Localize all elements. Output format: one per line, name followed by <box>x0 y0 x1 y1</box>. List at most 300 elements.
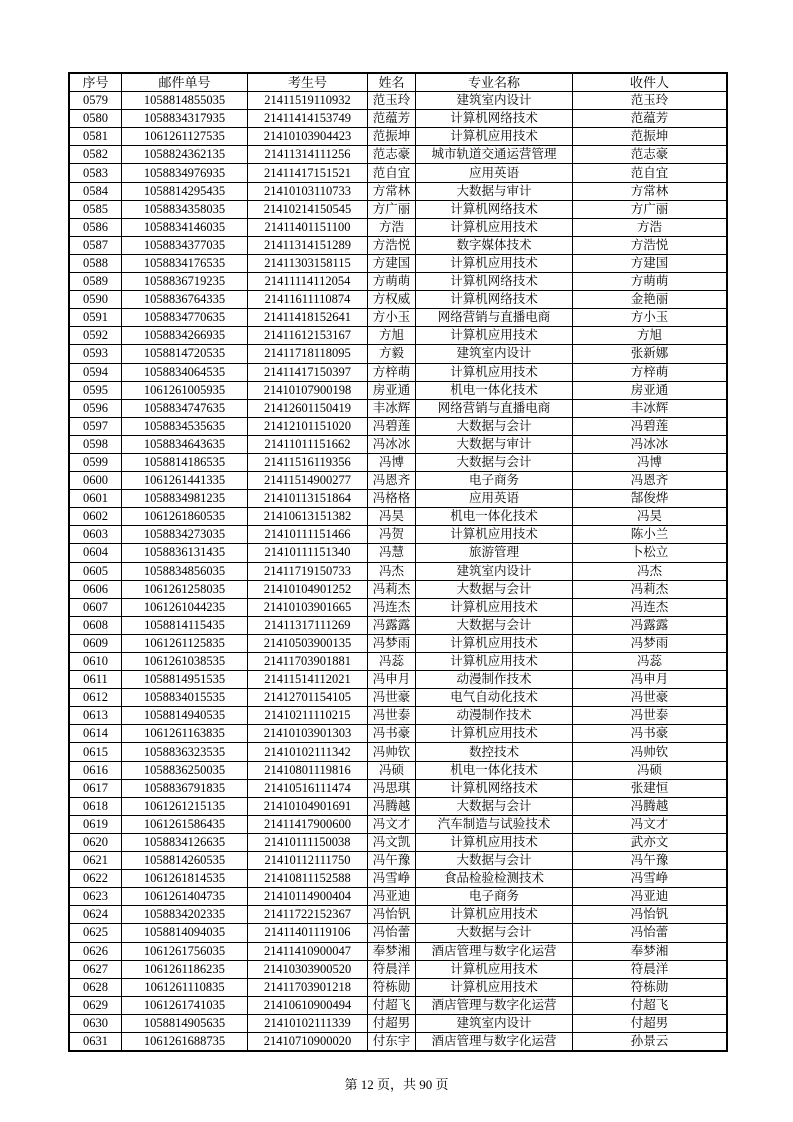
cell-recipient: 冯帅钦 <box>573 743 728 761</box>
cell-major: 机电一体化技术 <box>416 508 573 526</box>
cell-recipient: 方常林 <box>573 182 728 200</box>
cell-index: 0614 <box>69 725 122 743</box>
cell-index: 0599 <box>69 453 122 471</box>
cell-exam-number: 21411703901881 <box>248 653 368 671</box>
cell-index: 0580 <box>69 110 122 128</box>
cell-exam-number: 21410303900520 <box>248 960 368 978</box>
cell-exam-number: 21411418152641 <box>248 309 368 327</box>
cell-exam-number: 21411611110874 <box>248 291 368 309</box>
cell-exam-number: 21410103110733 <box>248 182 368 200</box>
cell-recipient: 冯梦雨 <box>573 634 728 652</box>
cell-recipient: 金艳丽 <box>573 291 728 309</box>
cell-exam-number: 21411612153167 <box>248 327 368 345</box>
cell-name: 冯怡蕾 <box>368 924 416 942</box>
cell-recipient: 方广丽 <box>573 200 728 218</box>
cell-index: 0615 <box>69 743 122 761</box>
cell-name: 冯世泰 <box>368 707 416 725</box>
cell-exam-number: 21410113151864 <box>248 490 368 508</box>
cell-mail-number: 1058814905635 <box>122 1014 248 1032</box>
cell-exam-number: 21411516119356 <box>248 453 368 471</box>
table-row <box>69 598 727 616</box>
cell-major: 计算机应用技术 <box>416 327 573 345</box>
cell-major: 建筑室内设计 <box>416 1014 573 1032</box>
cell-index: 0587 <box>69 236 122 254</box>
cell-name: 冯文才 <box>368 815 416 833</box>
cell-name: 冯连杰 <box>368 598 416 616</box>
cell-mail-number: 1058834273035 <box>122 526 248 544</box>
cell-index: 0596 <box>69 399 122 417</box>
cell-recipient: 付超飞 <box>573 996 728 1014</box>
cell-major: 网络营销与直播电商 <box>416 309 573 327</box>
cell-name: 奉梦湘 <box>368 942 416 960</box>
cell-recipient: 冯恩齐 <box>573 472 728 490</box>
cell-exam-number: 21411401151100 <box>248 218 368 236</box>
cell-major: 电气自动化技术 <box>416 689 573 707</box>
cell-index: 0619 <box>69 815 122 833</box>
page-footer: 第 12 页，共 90 页 <box>344 1077 449 1092</box>
cell-recipient: 冯书豪 <box>573 725 728 743</box>
cell-recipient: 冯怡钒 <box>573 906 728 924</box>
cell-mail-number: 1058836131435 <box>122 544 248 562</box>
cell-recipient: 冯杰 <box>573 562 728 580</box>
cell-name: 范振坤 <box>368 128 416 146</box>
cell-recipient: 冯午豫 <box>573 852 728 870</box>
cell-exam-number: 21410103901665 <box>248 598 368 616</box>
cell-major: 大数据与会计 <box>416 453 573 471</box>
cell-name: 冯午豫 <box>368 852 416 870</box>
cell-exam-number: 21410104901691 <box>248 797 368 815</box>
cell-major: 应用英语 <box>416 490 573 508</box>
cell-name: 冯昊 <box>368 508 416 526</box>
cell-name: 方建国 <box>368 254 416 272</box>
cell-recipient: 孙景云 <box>573 1032 728 1051</box>
cell-name: 冯杰 <box>368 562 416 580</box>
cell-name: 范蕴芳 <box>368 110 416 128</box>
cell-mail-number: 1061261441335 <box>122 472 248 490</box>
cell-exam-number: 21410214150545 <box>248 200 368 218</box>
cell-index: 0624 <box>69 906 122 924</box>
cell-name: 方旭 <box>368 327 416 345</box>
table-row <box>69 182 727 200</box>
cell-name: 冯贺 <box>368 526 416 544</box>
table-row <box>69 580 727 598</box>
cell-major: 计算机应用技术 <box>416 598 573 616</box>
cell-index: 0581 <box>69 128 122 146</box>
cell-recipient: 冯博 <box>573 453 728 471</box>
cell-major: 汽车制造与试验技术 <box>416 815 573 833</box>
cell-exam-number: 21412601150419 <box>248 399 368 417</box>
table-row <box>69 833 727 851</box>
cell-mail-number: 1061261215135 <box>122 797 248 815</box>
cell-mail-number: 1058824362135 <box>122 146 248 164</box>
cell-name: 符晨洋 <box>368 960 416 978</box>
cell-index: 0593 <box>69 345 122 363</box>
cell-recipient: 冯硕 <box>573 761 728 779</box>
cell-recipient: 符栋勋 <box>573 978 728 996</box>
cell-major: 计算机应用技术 <box>416 960 573 978</box>
cell-recipient: 冯碧莲 <box>573 417 728 435</box>
table-row <box>69 472 727 490</box>
cell-major: 酒店管理与数字化运营 <box>416 996 573 1014</box>
cell-mail-number: 1061261741035 <box>122 996 248 1014</box>
cell-recipient: 冯申月 <box>573 671 728 689</box>
cell-recipient: 冯冰冰 <box>573 435 728 453</box>
cell-name: 范玉玲 <box>368 92 416 110</box>
cell-recipient: 冯文才 <box>573 815 728 833</box>
cell-name: 方常林 <box>368 182 416 200</box>
cell-exam-number: 21410103904423 <box>248 128 368 146</box>
table-row <box>69 562 727 580</box>
table-row <box>69 761 727 779</box>
cell-mail-number: 1058814940535 <box>122 707 248 725</box>
cell-index: 0622 <box>69 870 122 888</box>
cell-index: 0584 <box>69 182 122 200</box>
cell-recipient: 张新娜 <box>573 345 728 363</box>
cell-name: 冯蕊 <box>368 653 416 671</box>
cell-major: 大数据与审计 <box>416 435 573 453</box>
cell-name: 方萌萌 <box>368 273 416 291</box>
cell-major: 计算机应用技术 <box>416 833 573 851</box>
cell-mail-number: 1061261860535 <box>122 508 248 526</box>
cell-exam-number: 21410103901303 <box>248 725 368 743</box>
table-row <box>69 92 727 110</box>
table-row <box>69 345 727 363</box>
cell-exam-number: 21410111151340 <box>248 544 368 562</box>
cell-index: 0588 <box>69 254 122 272</box>
cell-recipient: 付超男 <box>573 1014 728 1032</box>
cell-name: 冯思琪 <box>368 779 416 797</box>
cell-recipient: 房亚通 <box>573 381 728 399</box>
cell-index: 0604 <box>69 544 122 562</box>
cell-major: 计算机应用技术 <box>416 653 573 671</box>
cell-exam-number: 21411719150733 <box>248 562 368 580</box>
cell-mail-number: 1061261186235 <box>122 960 248 978</box>
cell-mail-number: 1058834856035 <box>122 562 248 580</box>
table-row <box>69 779 727 797</box>
cell-major: 城市轨道交通运营管理 <box>416 146 573 164</box>
cell-index: 0626 <box>69 942 122 960</box>
cell-recipient: 冯雪峥 <box>573 870 728 888</box>
cell-index: 0597 <box>69 417 122 435</box>
cell-mail-number: 1058834770635 <box>122 309 248 327</box>
cell-name: 冯冰冰 <box>368 435 416 453</box>
cell-index: 0600 <box>69 472 122 490</box>
cell-major: 动漫制作技术 <box>416 707 573 725</box>
cell-major: 电子商务 <box>416 472 573 490</box>
cell-name: 符栋勋 <box>368 978 416 996</box>
cell-recipient: 冯世泰 <box>573 707 728 725</box>
header-name: 姓名 <box>368 73 416 92</box>
cell-mail-number: 1058814951535 <box>122 671 248 689</box>
cell-major: 大数据与会计 <box>416 852 573 870</box>
cell-exam-number: 21411514112021 <box>248 671 368 689</box>
cell-mail-number: 1061261404735 <box>122 888 248 906</box>
cell-major: 计算机网络技术 <box>416 200 573 218</box>
cell-name: 冯腾越 <box>368 797 416 815</box>
cell-major: 酒店管理与数字化运营 <box>416 942 573 960</box>
cell-exam-number: 21411410900047 <box>248 942 368 960</box>
cell-exam-number: 21410102111342 <box>248 743 368 761</box>
cell-mail-number: 1058834146035 <box>122 218 248 236</box>
cell-exam-number: 21410104901252 <box>248 580 368 598</box>
cell-recipient: 范自宜 <box>573 164 728 182</box>
table-row <box>69 146 727 164</box>
table-row <box>69 634 727 652</box>
table-row <box>69 815 727 833</box>
cell-recipient: 范玉玲 <box>573 92 728 110</box>
cell-mail-number: 1058834358035 <box>122 200 248 218</box>
cell-exam-number: 21410610900494 <box>248 996 368 1014</box>
cell-exam-number: 21410111150038 <box>248 833 368 851</box>
cell-recipient: 方浩 <box>573 218 728 236</box>
header-mail-number: 邮件单号 <box>122 73 248 92</box>
cell-major: 数字媒体技术 <box>416 236 573 254</box>
cell-recipient: 冯连杰 <box>573 598 728 616</box>
cell-major: 动漫制作技术 <box>416 671 573 689</box>
table-row <box>69 906 727 924</box>
cell-major: 计算机应用技术 <box>416 725 573 743</box>
table-row <box>69 381 727 399</box>
cell-mail-number: 1058834266935 <box>122 327 248 345</box>
cell-mail-number: 1061261163835 <box>122 725 248 743</box>
cell-major: 旅游管理 <box>416 544 573 562</box>
cell-index: 0618 <box>69 797 122 815</box>
cell-name: 方毅 <box>368 345 416 363</box>
table-row <box>69 453 727 471</box>
cell-major: 计算机网络技术 <box>416 779 573 797</box>
cell-name: 丰冰辉 <box>368 399 416 417</box>
cell-recipient: 冯露露 <box>573 616 728 634</box>
cell-index: 0602 <box>69 508 122 526</box>
cell-mail-number: 1058834126635 <box>122 833 248 851</box>
cell-major: 计算机应用技术 <box>416 634 573 652</box>
cell-exam-number: 21412101151020 <box>248 417 368 435</box>
cell-major: 计算机网络技术 <box>416 291 573 309</box>
table-row <box>69 978 727 996</box>
table-row <box>69 200 727 218</box>
cell-mail-number: 1058814855035 <box>122 92 248 110</box>
cell-major: 计算机网络技术 <box>416 273 573 291</box>
table-row <box>69 653 727 671</box>
cell-major: 建筑室内设计 <box>416 345 573 363</box>
cell-exam-number: 21410801119816 <box>248 761 368 779</box>
cell-name: 冯亚迪 <box>368 888 416 906</box>
cell-name: 冯格格 <box>368 490 416 508</box>
table-row <box>69 924 727 942</box>
cell-exam-number: 21411417900600 <box>248 815 368 833</box>
cell-name: 冯怡钒 <box>368 906 416 924</box>
cell-major: 计算机应用技术 <box>416 128 573 146</box>
cell-recipient: 卜松立 <box>573 544 728 562</box>
cell-recipient: 方小玉 <box>573 309 728 327</box>
cell-name: 范自宜 <box>368 164 416 182</box>
cell-name: 冯帅钦 <box>368 743 416 761</box>
cell-index: 0586 <box>69 218 122 236</box>
cell-major: 计算机应用技术 <box>416 218 573 236</box>
table-row <box>69 164 727 182</box>
cell-name: 冯恩齐 <box>368 472 416 490</box>
table-row <box>69 671 727 689</box>
cell-index: 0621 <box>69 852 122 870</box>
cell-mail-number: 1058836250035 <box>122 761 248 779</box>
cell-mail-number: 1058834015535 <box>122 689 248 707</box>
table-row <box>69 689 727 707</box>
cell-exam-number: 21410114900404 <box>248 888 368 906</box>
cell-major: 大数据与审计 <box>416 182 573 200</box>
cell-index: 0583 <box>69 164 122 182</box>
cell-recipient: 张建恒 <box>573 779 728 797</box>
cell-major: 酒店管理与数字化运营 <box>416 1032 573 1051</box>
table-row <box>69 888 727 906</box>
table-header-row <box>69 73 727 92</box>
cell-mail-number: 1058834747635 <box>122 399 248 417</box>
table-row <box>69 526 727 544</box>
cell-recipient: 奉梦湘 <box>573 942 728 960</box>
header-exam-number: 考生号 <box>248 73 368 92</box>
cell-major: 计算机应用技术 <box>416 978 573 996</box>
cell-mail-number: 1058834981235 <box>122 490 248 508</box>
cell-mail-number: 1058836764335 <box>122 291 248 309</box>
table-row <box>69 110 727 128</box>
cell-major: 数控技术 <box>416 743 573 761</box>
cell-recipient: 冯怡蕾 <box>573 924 728 942</box>
cell-exam-number: 21410112111750 <box>248 852 368 870</box>
cell-mail-number: 1058834643635 <box>122 435 248 453</box>
cell-mail-number: 1061261586435 <box>122 815 248 833</box>
cell-recipient: 方建国 <box>573 254 728 272</box>
cell-exam-number: 21411514900277 <box>248 472 368 490</box>
table-row <box>69 743 727 761</box>
cell-name: 房亚通 <box>368 381 416 399</box>
header-index: 序号 <box>69 73 122 92</box>
cell-major: 计算机应用技术 <box>416 363 573 381</box>
table-row <box>69 417 727 435</box>
cell-exam-number: 21411414153749 <box>248 110 368 128</box>
cell-index: 0612 <box>69 689 122 707</box>
cell-major: 网络营销与直播电商 <box>416 399 573 417</box>
cell-index: 0627 <box>69 960 122 978</box>
table-row <box>69 218 727 236</box>
cell-major: 机电一体化技术 <box>416 761 573 779</box>
mail-list-table <box>68 72 728 1052</box>
cell-index: 0611 <box>69 671 122 689</box>
table-row <box>69 490 727 508</box>
cell-major: 大数据与会计 <box>416 616 573 634</box>
cell-mail-number: 1061261110835 <box>122 978 248 996</box>
table-row <box>69 273 727 291</box>
cell-recipient: 方萌萌 <box>573 273 728 291</box>
cell-name: 冯梦雨 <box>368 634 416 652</box>
cell-index: 0582 <box>69 146 122 164</box>
cell-recipient: 冯世豪 <box>573 689 728 707</box>
table-row <box>69 291 727 309</box>
cell-exam-number: 21412701154105 <box>248 689 368 707</box>
cell-exam-number: 21411314111256 <box>248 146 368 164</box>
table-row <box>69 1032 727 1051</box>
cell-mail-number: 1061261258035 <box>122 580 248 598</box>
cell-mail-number: 1061261756035 <box>122 942 248 960</box>
table-row <box>69 435 727 453</box>
cell-exam-number: 21410503900135 <box>248 634 368 652</box>
cell-name: 冯露露 <box>368 616 416 634</box>
cell-recipient: 范蕴芳 <box>573 110 728 128</box>
cell-mail-number: 1058834535635 <box>122 417 248 435</box>
cell-major: 计算机应用技术 <box>416 906 573 924</box>
table-row <box>69 870 727 888</box>
cell-major: 大数据与会计 <box>416 924 573 942</box>
table-row <box>69 254 727 272</box>
cell-index: 0608 <box>69 616 122 634</box>
cell-index: 0613 <box>69 707 122 725</box>
cell-major: 计算机网络技术 <box>416 110 573 128</box>
cell-recipient: 冯腾越 <box>573 797 728 815</box>
cell-mail-number: 1058834064535 <box>122 363 248 381</box>
cell-mail-number: 1061261044235 <box>122 598 248 616</box>
cell-index: 0594 <box>69 363 122 381</box>
cell-index: 0589 <box>69 273 122 291</box>
cell-mail-number: 1061261038535 <box>122 653 248 671</box>
cell-mail-number: 1058836791835 <box>122 779 248 797</box>
cell-exam-number: 21410710900020 <box>248 1032 368 1051</box>
cell-index: 0620 <box>69 833 122 851</box>
cell-index: 0629 <box>69 996 122 1014</box>
cell-mail-number: 1058814115435 <box>122 616 248 634</box>
cell-mail-number: 1061261814535 <box>122 870 248 888</box>
cell-major: 大数据与会计 <box>416 580 573 598</box>
cell-recipient: 郜俊烨 <box>573 490 728 508</box>
cell-recipient: 范志豪 <box>573 146 728 164</box>
cell-exam-number: 21410516111474 <box>248 779 368 797</box>
cell-mail-number: 1058834176535 <box>122 254 248 272</box>
table-row <box>69 996 727 1014</box>
cell-index: 0603 <box>69 526 122 544</box>
cell-exam-number: 21411722152367 <box>248 906 368 924</box>
table-row <box>69 544 727 562</box>
cell-index: 0616 <box>69 761 122 779</box>
cell-index: 0592 <box>69 327 122 345</box>
cell-index: 0631 <box>69 1032 122 1051</box>
cell-name: 冯硕 <box>368 761 416 779</box>
cell-name: 冯文凯 <box>368 833 416 851</box>
cell-name: 冯世豪 <box>368 689 416 707</box>
cell-recipient: 冯莉杰 <box>573 580 728 598</box>
cell-index: 0630 <box>69 1014 122 1032</box>
table-row <box>69 327 727 345</box>
table-row <box>69 707 727 725</box>
cell-name: 付东宇 <box>368 1032 416 1051</box>
cell-major: 计算机应用技术 <box>416 254 573 272</box>
table-row <box>69 309 727 327</box>
cell-recipient: 方梓萌 <box>573 363 728 381</box>
table-row <box>69 236 727 254</box>
cell-name: 方广丽 <box>368 200 416 218</box>
cell-exam-number: 21411303158115 <box>248 254 368 272</box>
cell-name: 冯莉杰 <box>368 580 416 598</box>
cell-index: 0605 <box>69 562 122 580</box>
cell-name: 方权威 <box>368 291 416 309</box>
cell-name: 范志豪 <box>368 146 416 164</box>
cell-major: 大数据与会计 <box>416 797 573 815</box>
cell-name: 冯博 <box>368 453 416 471</box>
cell-exam-number: 21411718118095 <box>248 345 368 363</box>
cell-index: 0579 <box>69 92 122 110</box>
cell-major: 应用英语 <box>416 164 573 182</box>
cell-exam-number: 21411317111269 <box>248 616 368 634</box>
cell-name: 方梓萌 <box>368 363 416 381</box>
cell-index: 0623 <box>69 888 122 906</box>
cell-index: 0591 <box>69 309 122 327</box>
cell-index: 0628 <box>69 978 122 996</box>
